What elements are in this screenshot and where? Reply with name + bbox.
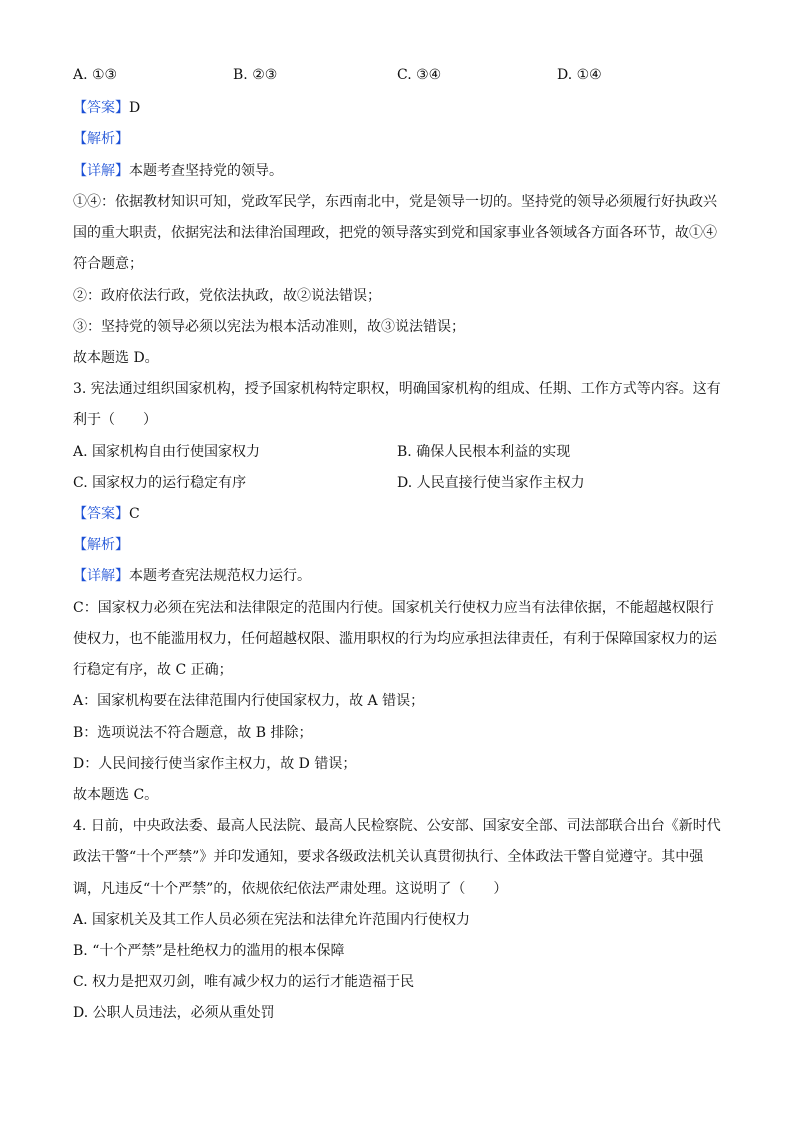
q3-explain-line: 使权力，也不能滥用权力，任何超越权限、滥用职权的行为均应承担法律责任，有利于保障国家权力的运 <box>73 631 717 647</box>
q3-explain-line: D：人民间接行使当家作主权力，故 D 错误； <box>73 756 357 772</box>
q2-option-a: A. ①③ <box>73 67 118 83</box>
q3-answer-line <box>73 505 140 523</box>
q2-explain-line: 符合题意； <box>73 256 143 272</box>
q3-analysis-tag: 【解析】 <box>73 537 129 553</box>
q4-option-d: D. 公职人员违法，必须从重处罚 <box>73 1005 275 1021</box>
answer-tag: 【答案】 <box>73 100 129 116</box>
q2-explain-line: ②：政府依法行政，党依法执政，故②说法错误； <box>73 288 381 304</box>
detail-tag: 【详解】 <box>73 163 129 179</box>
q3-option-a: A. 国家机构自由行使国家权力 <box>73 444 261 460</box>
q2-analysis-tag: 【解析】 <box>73 131 129 147</box>
q4-stem: 政法干警“十个严禁”》并印发通知，要求各级政法机关认真贯彻执行、全体政法干警自觉遵守。其中强 <box>73 849 704 865</box>
q3-explain-line: A：国家机构要在法律范围内行使国家权力，故 A 错误； <box>73 693 425 709</box>
q3-explain-line: 行稳定有序，故 C 正确； <box>73 662 233 678</box>
q2-answer: D <box>129 100 141 116</box>
q2-option-c: C. ③④ <box>397 67 442 83</box>
q3-answer: C <box>129 506 140 522</box>
q2-explain-line: ③：坚持党的领导必须以宪法为根本活动准则，故③说法错误； <box>73 319 465 335</box>
q4-option-b: B. “十个严禁”是杜绝权力的滥用的根本保障 <box>73 943 345 959</box>
q4-stem: 调，凡违反“十个严禁”的，依规依纪依法严肃处理。这说明了（ ） <box>73 881 508 897</box>
q3-option-b: B. 确保人民根本利益的实现 <box>397 444 571 460</box>
q2-conclusion: 故本题选 D。 <box>73 350 159 366</box>
q3-stem: 3. 宪法通过组织国家机构，授予国家机构特定职权，明确国家机构的组成、任期、工作方式等内容。这有 <box>73 381 721 397</box>
q3-conclusion: 故本题选 C。 <box>73 787 159 803</box>
detail-tag: 【详解】 <box>73 568 129 584</box>
q2-explain-line: ①④：依据教材知识可知，党政军民学，东西南北中，党是领导一切的。坚持党的领导必须履行好执政兴 <box>73 194 717 210</box>
q4-option-c: C. 权力是把双刃剑，唯有减少权力的运行才能造福于民 <box>73 974 415 990</box>
q3-option-d: D. 人民直接行使当家作主权力 <box>397 475 585 491</box>
q3-option-c: C. 国家权力的运行稳定有序 <box>73 475 247 491</box>
q3-detail-line <box>73 567 311 585</box>
q4-option-a: A. 国家机关及其工作人员必须在宪法和法律允许范围内行使权力 <box>73 912 471 928</box>
q3-explain-line: B：选项说法不符合题意，故 B 排除； <box>73 725 313 741</box>
q2-detail: 本题考查坚持党的领导。 <box>129 163 283 179</box>
q2-answer-line <box>73 99 140 117</box>
q2-option-b: B. ②③ <box>233 67 278 83</box>
q3-explain-line: C：国家权力必须在宪法和法律限定的范围内行使。国家机关行使权力应当有法律依据，不能超越权限行 <box>73 600 714 616</box>
q2-explain-line: 国的重大职责，依据宪法和法律治国理政，把党的领导落实到党和国家事业各领域各方面各环节，故①④ <box>73 225 717 241</box>
q4-stem: 4. 日前，中央政法委、最高人民法院、最高人民检察院、公安部、国家安全部、司法部联合出台《新时代 <box>73 818 721 834</box>
q2-option-d: D. ①④ <box>557 67 602 83</box>
q2-detail-line <box>73 162 283 180</box>
q3-stem: 利于（ ） <box>73 412 157 428</box>
q3-detail: 本题考查宪法规范权力运行。 <box>129 568 311 584</box>
answer-tag: 【答案】 <box>73 506 129 522</box>
